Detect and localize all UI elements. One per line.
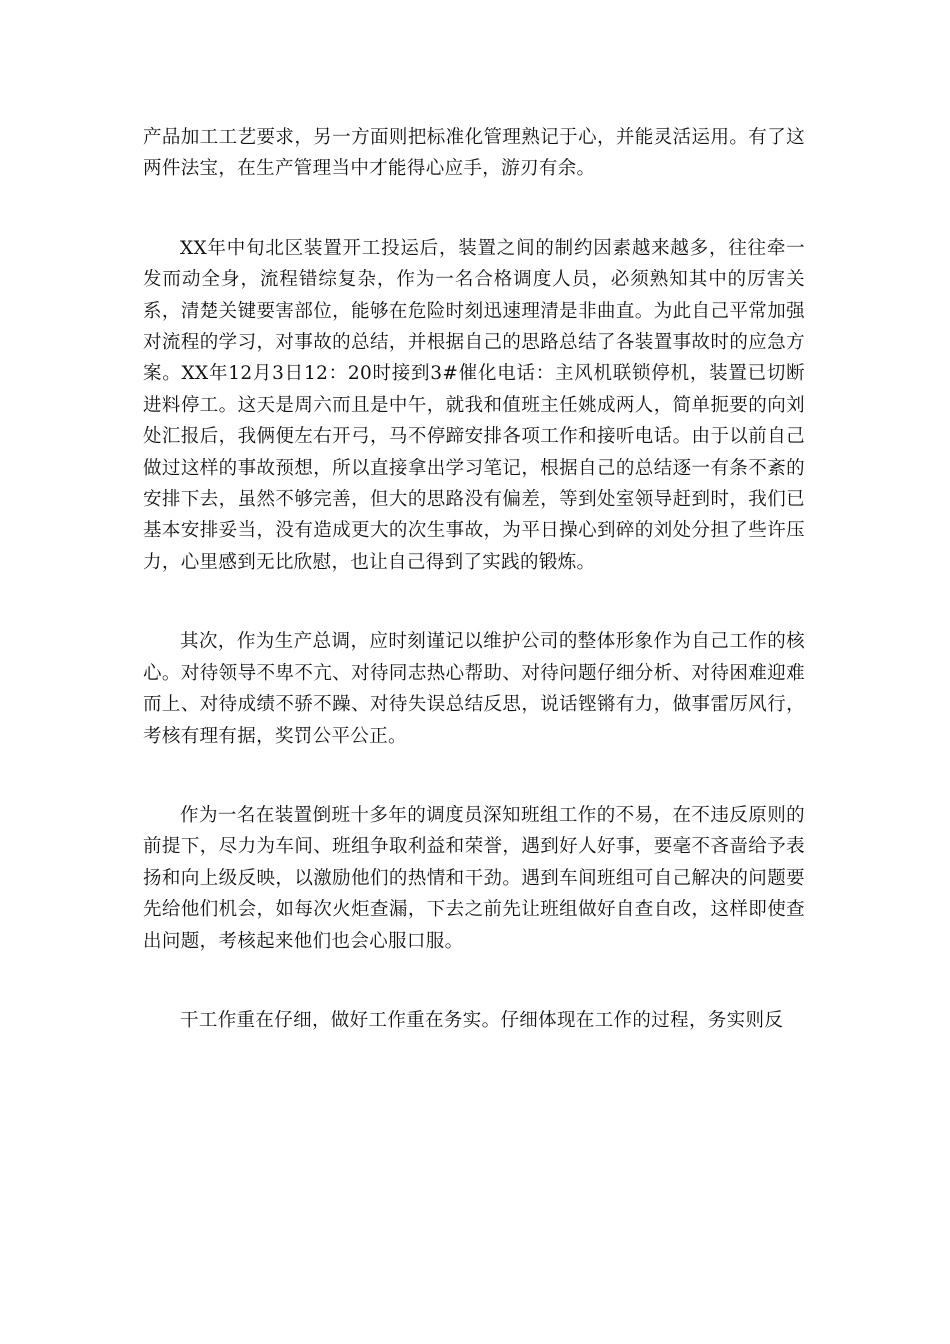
paragraph-5: 干工作重在仔细，做好工作重在务实。仔细体现在工作的过程，务实则反 <box>180 1009 784 1031</box>
paragraph-3: 其次，作为生产总调，应时刻谨记以维护公司的整体形象作为自己工作的核心。对待领导不卑不亢、对待同志热心帮助、对待问题仔细分析、对待困难迎难而上、对待成绩不骄不躁、对待失误总结反思，说话铿锵有力，做事雷厉风行，考核有理有据，奖罚公平公正。 <box>143 631 805 747</box>
paragraph-2: XX年中旬北区装置开工投运后，装置之间的制约因素越来越多，往往牵一发而动全身，流程错综复杂，作为一名合格调度人员，必须熟知其中的厉害关系，清楚关键要害部位，能够在危险时刻迅速理清是非曲直。为此自己平常加强对流程的学习，对事故的总结，并根据自己的思路总结了各装置事故时的应急方案。XX年12月3日12：20时接到3#催化电话：主风机联锁停机，装置已切断进料停工。这天是周六而且是中午，就我和值班主任姚成两人，简单扼要的向刘处汇报后，我俩便左右开弓，马不停蹄安排各项工作和接听电话。由于以前自己做过这样的事故预想，所以直接拿出学习笔记，根据自己的总结逐一有条不紊的安排下去，虽然不够完善，但大的思路没有偏差，等到处室领导赶到时，我们已基本安排妥当，没有造成更大的次生事故，为平日操心到碎的刘处分担了些许压力，心里感到无比欣慰，也让自己得到了实践的锻炼。 <box>143 237 805 573</box>
document-body <box>143 122 805 1084</box>
paragraph-1: 产品加工工艺要求，另一方面则把标准化管理熟记于心，并能灵活运用。有了这两件法宝，在生产管理当中才能得心应手，游刃有余。 <box>143 127 805 180</box>
paragraph-4: 作为一名在装置倒班十多年的调度员深知班组工作的不易，在不违反原则的前提下，尽力为车间、班组争取利益和荣誉，遇到好人好事，要毫不吝啬给予表扬和向上级反映，以激励他们的热情和干劲。遇到车间班组可自己解决的问题要先给他们机会，如每次火炬查漏，下去之前先让班组做好自查自改，这样即使查出问题，考核起来他们也会心服口服。 <box>143 804 805 952</box>
